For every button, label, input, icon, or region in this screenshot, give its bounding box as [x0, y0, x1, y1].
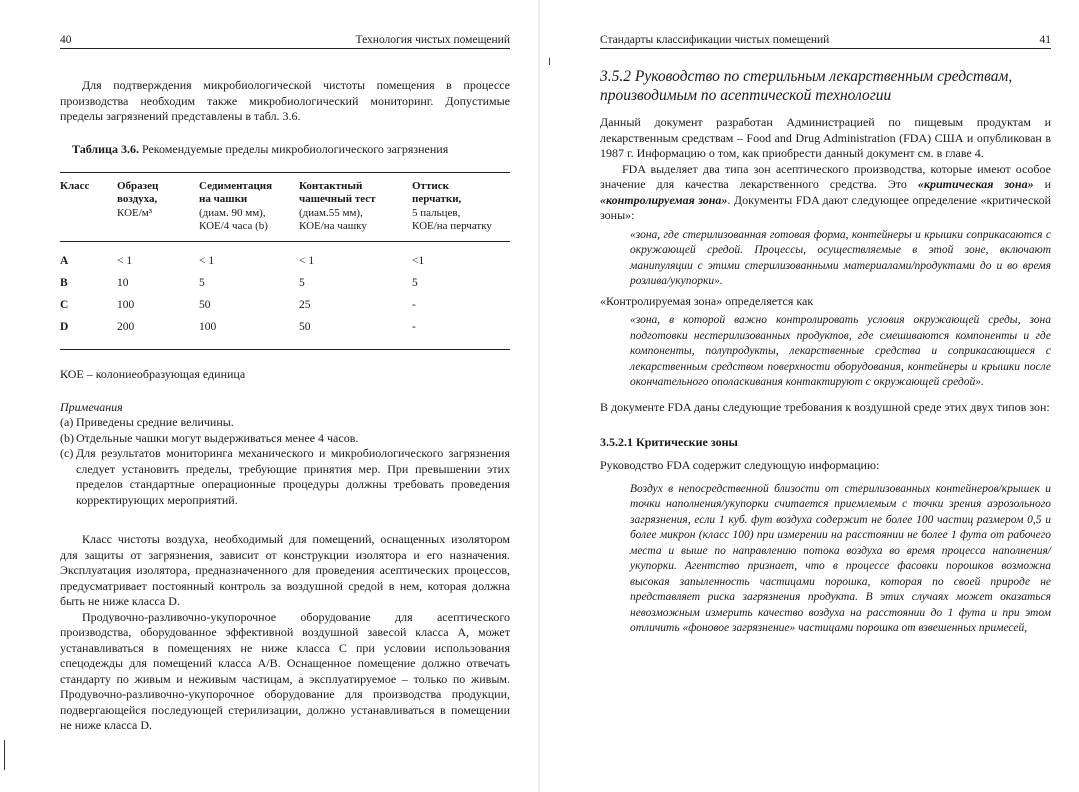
table-row: [60, 317, 510, 339]
abbreviation-note: КОЕ – колониеобразующая единица: [60, 366, 246, 381]
cell: <1: [412, 254, 425, 267]
right-page: [540, 0, 1079, 792]
cell: 50: [199, 298, 211, 311]
cell: 5: [412, 276, 418, 289]
bfs-paragraph: Продувочно-разливочно-укупорочное оборудование для асептического производства, оборудованное эффективной воздушной завесой класса А, может устанавливаться в помещениях не ниже класса С при условии использования спецодежды для помещений класса А/В. Оснащенное помещение должно отвечать стандарту по живым и неживым частицам, а эксплуатируемое – только по живым. Продувочно-разливочно-укупорочное оборудование для производства продукции, подвергающейся последующей стерилизации, должно устанавливаться в помещении не ниже класса D.: [60, 609, 510, 732]
header-contact-plates: Контактный чашечный тест (диам.55 мм), КОЕ/на чашку: [299, 179, 376, 232]
guidance-intro: Руководство FDA содержит следующую информацию:: [600, 458, 880, 472]
note-item: (a) Приведены средние величины.: [60, 415, 234, 429]
running-title: Технология чистых помещений: [355, 34, 510, 46]
air-requirements-paragraph: В документе FDA даны следующие требования к воздушной среде этих двух типов зон:: [600, 399, 1050, 414]
critical-zone-quote: «зона, где стерилизованная готовая форма, контейнеры и крышки соприкасаются с окружающей средой. Процессы, осуществляемые в этой зоне, включают манипуляции с этими стерилизованными материалами/продуктами до и во время розлива/укупорки».: [630, 228, 1051, 287]
table-label: Таблица 3.6.: [72, 141, 139, 156]
cell: 5: [199, 276, 205, 289]
table-top-rule: [60, 172, 510, 173]
table-row: [60, 251, 510, 273]
right-running-head: [600, 34, 1051, 49]
cell: < 1: [117, 254, 133, 267]
controlled-zone-quote: «зона, в которой важно контролировать условия окружающей среды, зона подготовки нестерилизованных продуктов, где смешиваются компоненты и где компоненты, полупродукты, лекарственные средства и соприкасающиеся с лекарственным средством поверхности оборудования, контейнеры и крышки после окончательного ополаскивания контактируют с окружающей средой».: [630, 314, 1051, 388]
page-number: 40: [60, 34, 72, 46]
table-header-row: [60, 180, 510, 234]
controlled-zone-intro: «Контролируемая зона» определяется как: [600, 293, 814, 308]
cell: 100: [117, 298, 135, 311]
header-air-sample: Образец воздуха, КОЕ/м³: [117, 179, 159, 219]
section-heading: 3.5.2 Руководство по стерильным лекарственным средствам, производимым по асептической технологии: [600, 68, 1013, 104]
cell: 5: [299, 276, 305, 289]
table-row: [60, 295, 510, 317]
zones-paragraph: FDA выделяет два типа зон асептического производства, которые имеют особое значение для качества лекарственного средства. Это «критическая зона» и «контролируемая зона». Документы FDA дают следующее определение «критической зоны»:: [600, 161, 1051, 222]
running-title: Стандарты классификации чистых помещений: [600, 34, 830, 46]
term-critical: «критическая зона»: [917, 177, 1034, 191]
cell: 200: [117, 320, 135, 333]
intro-paragraph: Для подтверждения микробиологической чистоты помещения в процессе производства необходим также микробиологический мониторинг. Допустимые пределы загрязнений представлены в табл. 3.6.: [60, 78, 510, 123]
notes-title: Примечания: [60, 400, 123, 414]
cell: 50: [299, 320, 311, 333]
page-number: 41: [1039, 34, 1051, 46]
cell-class: A: [60, 254, 69, 267]
cell: 10: [117, 276, 129, 289]
header-settle-plates: Седиментация на чашки (диам. 90 мм), КОЕ/4 часа (b): [199, 179, 273, 232]
table-title: [72, 142, 510, 157]
subsection-heading: 3.5.2.1 Критические зоны: [600, 435, 738, 449]
table-bottom-rule: [60, 349, 510, 350]
table-header-rule: [60, 241, 510, 242]
cell: < 1: [199, 254, 215, 267]
header-class: Класс: [60, 179, 90, 192]
table-caption: Рекомендуемые пределы микробиологического загрязнения: [141, 141, 449, 156]
note-item: (c) Для результатов мониторинга механического и микробиологического загрязнения следует установить пределы, требующие принятия мер. При превышении этих пределов стандартные операционные процедуры должны требовать проведения корректирующих мероприятий.: [60, 446, 510, 507]
limits-table: [60, 180, 510, 234]
guidance-quote: Воздух в непосредственной близости от стерилизованных контейнеров/крышек и точки наполнения/укупорки считается приемлемым с точки зрения аэрозольного загрязнения, если 1 куб. фут воздуха содержит не более 100 частиц размером 0,5 и более микрон (класс 100) при измерении на расстоянии не более 1 фута от рабочего места и выше по направлению потока воздуха во время процесса наполнения/укупорки. Агентство признает, что в процессе фасовки порошков возможна высокая запыленность частицами порошка, которая по своей природе не представляет риска загрязнения продукта. В этих случаях может оказаться невозможным измерить качество воздуха на расстоянии до 1 фута и при этом отличить «фоновое загрязнение» частицами порошка от взвешенных примесей,: [630, 482, 1051, 634]
cell-class: B: [60, 276, 68, 289]
header-glove-print: Оттиск перчатки, 5 пальцев, КОЕ/на перчатку: [412, 179, 492, 232]
cell: 100: [199, 320, 217, 333]
note-item: (b) Отдельные чашки могут выдерживаться менее 4 часов.: [60, 430, 359, 445]
fda-doc-paragraph: Данный документ разработан Администрацией по пищевым продуктам и лекарственным средствам – Food and Drug Administration (FDA) США и опубликован в 1987 г. Информацию о том, как приобрести данный документ см. в главе 4.: [600, 115, 1051, 160]
cell-class: D: [60, 320, 69, 333]
left-running-head: [60, 34, 510, 49]
cell: -: [412, 320, 416, 333]
cell: < 1: [299, 254, 315, 267]
cell: -: [412, 298, 416, 311]
limits-table-body: [60, 251, 510, 339]
term-controlled: «контролируемая зона»: [600, 192, 728, 207]
table-row: [60, 273, 510, 295]
cell: 25: [299, 298, 311, 311]
isolator-paragraph: Класс чистоты воздуха, необходимый для помещений, оснащенных изолятором для защиты от загрязнения, зависит от конструкции изолятора и его назначения. Эксплуатация изолятора, предназначенного для проведения асептических процессов, предусматривает постоянный контроль за воздушной средой в нем, которая должна быть не ниже класса D.: [60, 532, 510, 608]
cell-class: C: [60, 298, 69, 311]
